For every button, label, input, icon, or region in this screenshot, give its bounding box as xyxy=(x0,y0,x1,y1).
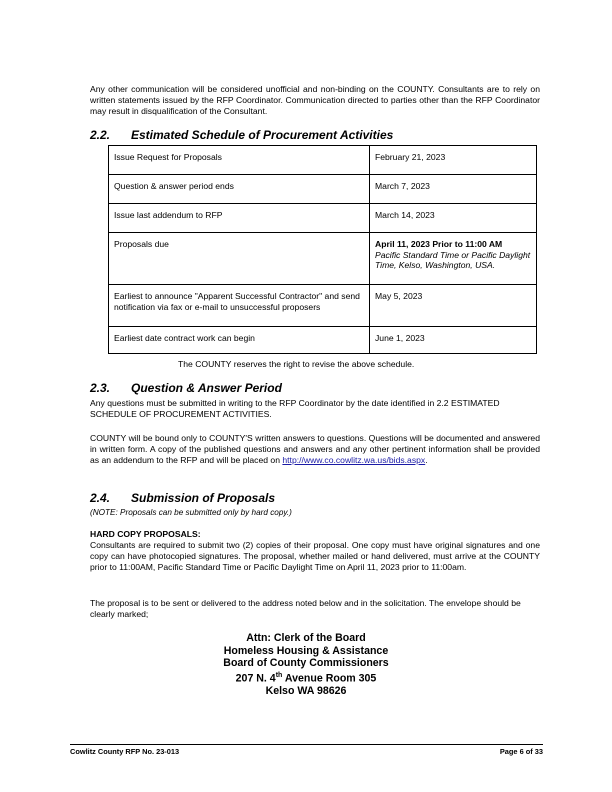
date-cell: May 5, 2023 xyxy=(370,285,537,327)
table-row xyxy=(109,285,537,327)
mailing-address xyxy=(0,632,612,698)
activity-cell: Proposals due xyxy=(109,233,370,285)
submission-note: (NOTE: Proposals can be submitted only by hard copy.) xyxy=(90,508,292,517)
activity-cell: Issue last addendum to RFP xyxy=(109,204,370,233)
bids-link[interactable]: http://www.co.cowlitz.wa.us/bids.aspx xyxy=(282,454,426,465)
schedule-table xyxy=(108,145,537,354)
date-cell xyxy=(370,233,537,285)
footer-divider xyxy=(70,744,543,745)
section-2-3-heading xyxy=(90,381,282,395)
activity-cell: Earliest to announce "Apparent Successful Contractor" and send notification via fax or e-mail to unsuccessful proposers xyxy=(109,285,370,327)
street-number: 207 N. 4 xyxy=(235,672,276,685)
ordinal-suffix: th xyxy=(275,671,283,679)
table-row xyxy=(109,204,537,233)
street-name: Avenue Room 305 xyxy=(282,672,377,685)
schedule-note: The COUNTY reserves the right to revise the above schedule. xyxy=(178,359,415,369)
address-line: Board of County Commissioners xyxy=(223,657,389,670)
section-2-4-heading xyxy=(90,491,275,505)
address-line xyxy=(0,670,612,685)
activity-cell: Question & answer period ends xyxy=(109,175,370,204)
footer-rfp-number: Cowlitz County RFP No. 23-013 xyxy=(70,747,180,756)
date-cell: March 7, 2023 xyxy=(370,175,537,204)
footer-page-number: Page 6 of 33 xyxy=(499,747,543,756)
section-title: Estimated Schedule of Procurement Activities xyxy=(131,128,394,142)
hard-copy-paragraph: Consultants are required to submit two (2) copies of their proposal. One copy must have original signatures and one copy can have photocopied signatures. The proposal, whether mailed or hand delivered, must arrive at the COUNTY prior to 11:00AM, Pacific Standard Time or Pacific Daylight Time on April 11, 2023 prior to 11:00am. xyxy=(90,540,540,572)
address-line: Kelso WA 98626 xyxy=(265,684,347,697)
qa-paragraph-2-text: COUNTY will be bound only to COUNTY'S written answers to questions. Questions will be documented and answered in written form. A copy of the published questions and answers and any other pertinent information shall be provided as an addendum to the RFP and will be placed on xyxy=(90,433,540,465)
link-suffix: . xyxy=(425,454,428,465)
hard-copy-heading: HARD COPY PROPOSALS: xyxy=(90,529,201,539)
section-title: Question & Answer Period xyxy=(131,381,282,395)
activity-cell: Earliest date contract work can begin xyxy=(109,327,370,354)
section-title: Submission of Proposals xyxy=(131,491,276,505)
date-main: April 11, 2023 Prior to 11:00 AM xyxy=(375,239,503,249)
qa-paragraph-2 xyxy=(90,433,540,465)
section-number: 2.2. xyxy=(90,128,111,142)
address-line: Homeless Housing & Assistance xyxy=(223,644,389,657)
delivery-paragraph: The proposal is to be sent or delivered to the address noted below and in the solicitation. The envelope should be clearly marked; xyxy=(90,598,521,619)
activity-cell: Issue Request for Proposals xyxy=(109,146,370,175)
table-row xyxy=(109,233,537,285)
date-cell: February 21, 2023 xyxy=(370,146,537,175)
section-2-2-heading xyxy=(90,128,393,142)
date-cell: June 1, 2023 xyxy=(370,327,537,354)
section-number: 2.3. xyxy=(90,381,111,395)
table-row xyxy=(109,327,537,354)
address-line: Attn: Clerk of the Board xyxy=(246,632,366,644)
qa-paragraph-1: Any questions must be submitted in writing to the RFP Coordinator by the date identified in 2.2 ESTIMATED SCHEDULE OF PROCUREMENT ACTIVITIES. xyxy=(90,398,500,419)
table-row xyxy=(109,146,537,175)
date-cell: March 14, 2023 xyxy=(370,204,537,233)
intro-paragraph: Any other communication will be considered unofficial and non-binding on the COUNTY. Consultants are to rely on written statements issued by the RFP Coordinator. Communication directed to parties other than the RFP Coordinator may result in disqualification of the Consultant. xyxy=(90,84,540,116)
table-row xyxy=(109,175,537,204)
section-number: 2.4. xyxy=(90,491,111,505)
date-note: Pacific Standard Time or Pacific Daylight Time, Kelso, Washington, USA. xyxy=(375,249,531,271)
